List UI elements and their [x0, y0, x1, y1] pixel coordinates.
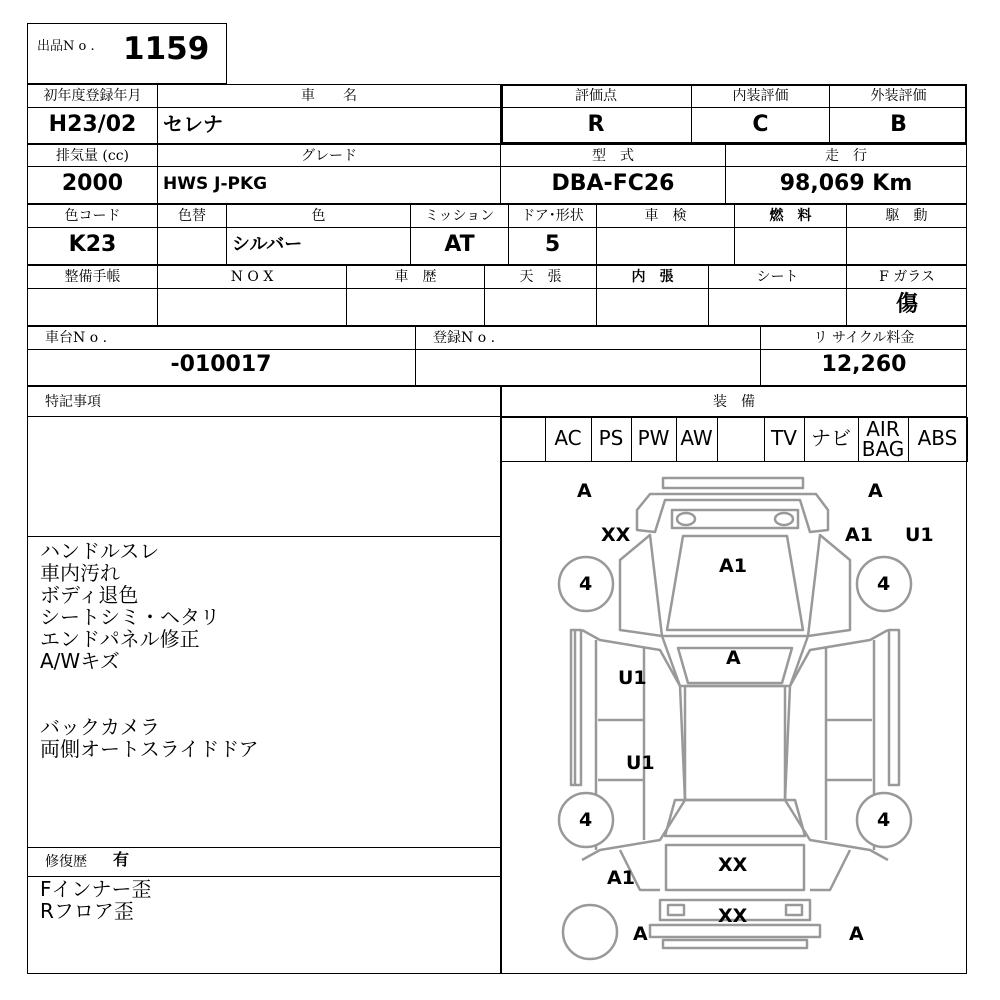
color-change-label: 色替: [178, 208, 206, 224]
doors-value: 5: [544, 232, 561, 257]
chassis-label: 車台N o .: [45, 330, 108, 346]
history-label: 車 歴: [394, 269, 437, 285]
grade-score-value: R: [587, 112, 605, 137]
mark-rear-right-corner: A: [849, 923, 864, 945]
grade-value: HWS J-PKG: [163, 174, 268, 194]
nox-label: N O X: [230, 269, 274, 285]
equipment-item: PW: [637, 426, 670, 450]
mark-right-front-fender-1: A1: [845, 524, 873, 546]
interior-label: 内装評価: [732, 88, 789, 104]
exterior-value: B: [890, 112, 907, 137]
doors-label: ドア･形状: [521, 208, 584, 224]
chassis-value: -010017: [170, 352, 272, 377]
recycle-label: リ サイクル料金: [813, 330, 915, 346]
equipment-item: AIR BAG: [861, 417, 905, 461]
equipment-item: AW: [680, 426, 713, 450]
mark-rear-left-tire: 4: [579, 809, 593, 831]
color-value: シルバー: [232, 234, 303, 255]
exterior-label: 外装評価: [870, 88, 927, 104]
mark-left-rear-quarter: A1: [607, 867, 635, 889]
displacement-value: 2000: [61, 171, 124, 196]
mark-left-front-door: U1: [618, 667, 647, 689]
mark-front-left-corner: A: [577, 480, 592, 502]
color-label: 色: [311, 208, 326, 224]
displacement-label: 排気量 (cc): [55, 148, 130, 164]
registration-label: 登録N o .: [433, 330, 496, 346]
mark-rear-right-tire: 4: [877, 809, 891, 831]
mark-left-rear-door: U1: [626, 752, 655, 774]
car-name-value: セレナ: [163, 112, 223, 136]
mark-front-left-tire: 4: [579, 573, 593, 595]
mark-rear-left-corner: A: [633, 923, 648, 945]
mark-roof: A: [726, 647, 741, 669]
lot-number: 1159: [123, 31, 210, 67]
remarks-lines: ハンドルスレ 車内汚れ ボディ退色 シートシミ・ヘタリ エンドパネル修正 A/Wキズ バックカメラ 両側オートスライドドア: [40, 539, 259, 761]
f-glass-label: F ガラス: [879, 269, 935, 285]
maintenance-label: 整備手帳: [64, 269, 121, 285]
mark-rear-bumper: XX: [718, 905, 748, 927]
first-reg-value: H23/02: [48, 112, 137, 137]
repair-label: 修復歴: [45, 854, 87, 870]
lot-label: 出品N o .: [37, 39, 95, 54]
model-value: DBA-FC26: [551, 171, 675, 196]
car-name-label: 車 名: [301, 88, 357, 104]
seat-label: シート: [756, 269, 799, 285]
inspection-label: 車 検: [644, 208, 687, 224]
grade-label: グレード: [301, 148, 357, 164]
equipment-item: TV: [771, 426, 797, 450]
mileage-value: 98,069 Km: [779, 171, 913, 196]
equipment-item: AC: [554, 426, 582, 450]
drive-label: 駆 動: [885, 208, 928, 224]
transmission-value: AT: [444, 232, 475, 257]
repair-value: 有: [113, 850, 130, 869]
f-glass-value: 傷: [895, 292, 918, 317]
mark-front-right-corner: A: [868, 480, 883, 502]
interior-lining-label: 内 張: [631, 269, 674, 285]
repair-lines: Fインナー歪 Rフロア歪: [40, 877, 152, 923]
equipment-item: ナビ: [811, 426, 851, 450]
fuel-label: 燃 料: [769, 208, 812, 224]
equipment-label: 装 備: [713, 394, 755, 410]
color-code-label: 色コード: [64, 208, 121, 224]
mark-right-front-fender-2: U1: [905, 524, 934, 546]
equipment-item: PS: [598, 426, 624, 450]
mileage-label: 走 行: [825, 148, 867, 164]
sunroof-label: 天 張: [519, 269, 562, 285]
grade-score-label: 評価点: [575, 88, 617, 104]
interior-value: C: [752, 112, 769, 137]
model-label: 型 式: [592, 148, 634, 164]
mark-hood: A1: [719, 555, 747, 577]
mark-back-door: XX: [718, 854, 748, 876]
equipment-item: ABS: [917, 426, 958, 450]
first-reg-label: 初年度登録年月: [43, 88, 142, 104]
remarks-label: 特記事項: [45, 394, 101, 410]
color-code-value: K23: [68, 232, 117, 257]
recycle-value: 12,260: [821, 352, 907, 377]
mark-front-right-tire: 4: [877, 573, 891, 595]
mark-left-front-fender: XX: [601, 524, 631, 546]
transmission-label: ミッション: [424, 208, 495, 224]
spare-tire: [563, 905, 617, 959]
